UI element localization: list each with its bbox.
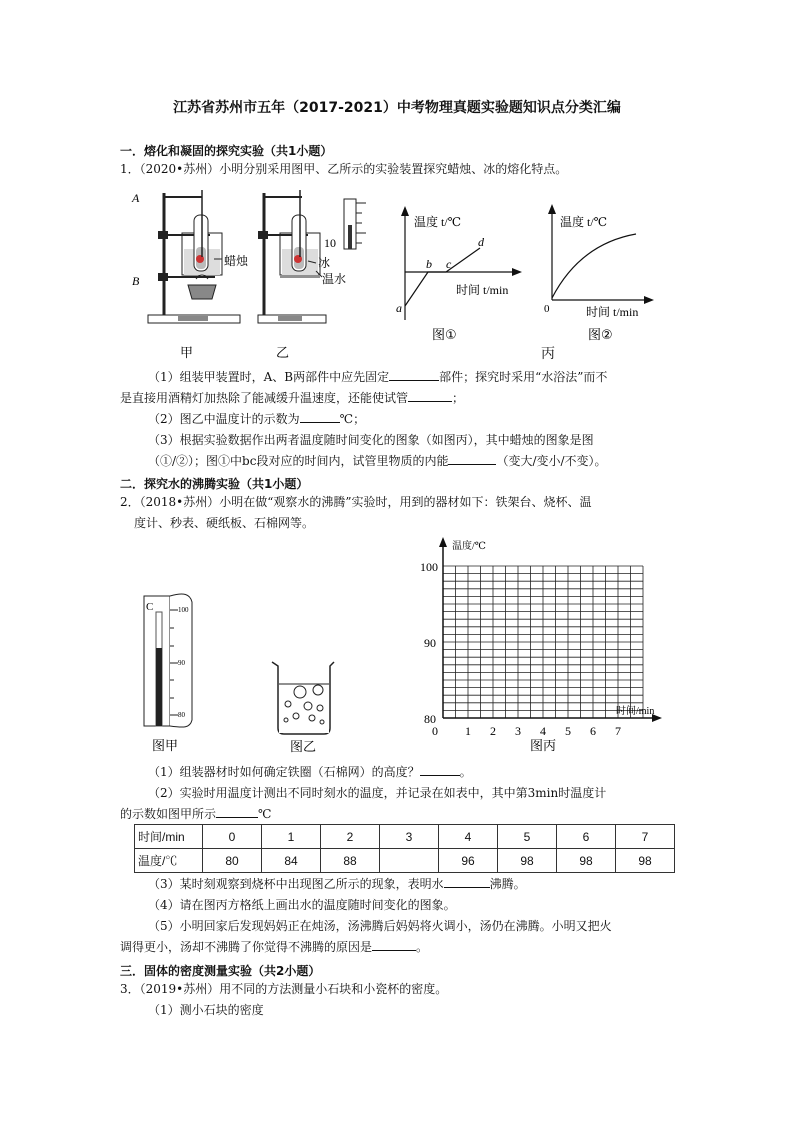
fig-yi-caption: 图乙 — [290, 740, 317, 753]
q2-part1: （1）组装器材时如何确定铁圈（石棉网）的高度？ 。 — [148, 765, 472, 779]
thermometer-scale — [344, 199, 366, 249]
label-a: A — [132, 191, 140, 205]
label-jia: 甲 — [180, 346, 194, 361]
q1-part3-line2: （①/②）；图①中bc段对应的时间内，试管里物质的内能 （变大/变小/不变）。 — [148, 454, 607, 468]
table-cell: 3 — [380, 825, 439, 849]
thermometer-figure — [140, 588, 200, 753]
apparatus-yi — [258, 190, 326, 323]
table-cell: 0 — [203, 825, 262, 849]
thermometer-100: 100 — [178, 606, 189, 614]
label-ice: 冰 — [318, 256, 331, 270]
question-3-stem: 3．（2019•苏州）用不同的方法测量小石块和小瓷杯的密度。 — [120, 982, 448, 996]
section-1-heading: 一．熔化和凝固的探究实验（共1小题） — [120, 144, 333, 158]
question-2-line1: 2．（2018•苏州）小明在做“观察水的沸腾”实验时，用到的器材如下：铁架台、烧杯、温 — [120, 495, 592, 509]
q2-part5-line2: 调得更小，汤却不沸腾了你觉得不沸腾的原因是 。 — [120, 940, 429, 954]
grid-y100: 100 — [420, 560, 438, 574]
table-cell: 98 — [616, 849, 675, 873]
q1-part1-line1: （1）组装甲装置时，A、B两部件中应先固定 部件；探究时采用“水浴法”而不 — [148, 370, 608, 384]
table-cell: 6 — [557, 825, 616, 849]
grid-xlabel: 时间/min — [616, 706, 655, 717]
q2-part5-line1: （5）小明回家后发现妈妈正在炖汤，汤沸腾后妈妈将火调小，汤仍在沸腾。小明又把火 — [148, 919, 612, 933]
table-row-temp — [135, 849, 675, 873]
grid-y80: 80 — [424, 712, 436, 726]
graph-1-xlabel: 时间 t/min — [456, 283, 509, 297]
point-b: b — [426, 257, 432, 271]
table-cell: 84 — [262, 849, 321, 873]
point-a: a — [396, 301, 402, 315]
table-cell: 5 — [498, 825, 557, 849]
q2-part2-line1: （2）实验时用温度计测出不同时刻水的温度，并记录在如表中，其中第3min时温度计 — [148, 786, 607, 800]
table-cell: 98 — [557, 849, 616, 873]
graph-2-caption: 图② — [588, 328, 613, 343]
grid-x-tick: 7 — [615, 724, 621, 738]
table-head-temp: 温度/℃ — [135, 849, 203, 873]
question-3-part1: （1）测小石块的密度 — [148, 1003, 264, 1017]
graph-1-ylabel: 温度 t/℃ — [414, 215, 462, 229]
thermometer-80: 80 — [178, 711, 185, 719]
thermometer-90: 90 — [178, 659, 185, 667]
q1-part3-line1: （3）根据实验数据作出两者温度随时间变化的图象（如图丙），其中蜡烛的图象是图 — [148, 433, 594, 447]
grid-figure — [410, 535, 670, 755]
table-row-time — [135, 825, 675, 849]
section-2-heading: 二．探究水的沸腾实验（共1小题） — [120, 477, 309, 491]
graph-2-origin: 0 — [544, 303, 550, 315]
q2-part4: （4）请在图丙方格纸上画出水的温度随时间变化的图象。 — [148, 898, 456, 912]
table-cell — [380, 849, 439, 873]
q1-part2: （2）图乙中温度计的示数为 ℃； — [148, 412, 366, 426]
graph-2-xlabel: 时间 t/min — [586, 305, 639, 319]
grid-x-tick: 5 — [565, 724, 571, 738]
graph-2-ylabel: 温度 t/℃ — [560, 215, 608, 229]
question-2-line2: 度计、秒表、硬纸板、石棉网等。 — [134, 516, 315, 530]
table-cell: 80 — [203, 849, 262, 873]
table-cell: 1 — [262, 825, 321, 849]
point-c: c — [446, 257, 452, 271]
grid-x-tick: 6 — [590, 724, 596, 738]
q1-part1-line2: 是直接用酒精灯加热除了能减缓升温速度，还能使试管 ； — [120, 391, 465, 405]
data-table — [134, 824, 675, 873]
graph-1 — [390, 200, 530, 350]
grid-x-tick: 4 — [540, 724, 546, 738]
table-head-time: 时间/min — [135, 825, 203, 849]
label-yi: 乙 — [276, 346, 290, 361]
table-cell: 7 — [616, 825, 675, 849]
grid-x-tick: 1 — [465, 724, 471, 738]
grid-y90: 90 — [424, 636, 436, 650]
label-wax: 蜡烛 — [224, 254, 249, 268]
table-cell: 2 — [321, 825, 380, 849]
table-cell: 88 — [321, 849, 380, 873]
label-warm-water: 温水 — [322, 272, 347, 286]
beaker-figure — [268, 658, 338, 753]
grid-x-tick: 2 — [490, 724, 496, 738]
thermometer-reading-label: 10 — [324, 236, 336, 250]
grid-x-tick: 0 — [432, 724, 438, 738]
apparatus-figure — [130, 185, 370, 365]
fig-jia-caption: 图甲 — [152, 739, 179, 753]
thermometer-unit: C — [146, 601, 154, 613]
label-b: B — [132, 274, 140, 288]
q2-part2-line2: 的示数如图甲所示 ℃ — [120, 807, 272, 821]
graph-1-caption: 图① — [432, 328, 457, 343]
q2-part3: （3）某时刻观察到烧杯中出现图乙所示的现象，表明水 沸腾。 — [148, 877, 526, 891]
grid-x-tick: 3 — [515, 724, 521, 738]
page-title: 江苏省苏州市五年（2017-2021）中考物理真题实验题知识点分类汇编 — [173, 100, 621, 116]
table-cell: 4 — [439, 825, 498, 849]
graph-2 — [540, 200, 660, 350]
point-d: d — [478, 235, 484, 249]
table-cell: 98 — [498, 849, 557, 873]
fig-bing-caption: 图丙 — [530, 739, 557, 754]
section-3-heading: 三．固体的密度测量实验（共2小题） — [120, 964, 321, 978]
question-1-stem: 1．（2020•苏州）小明分别采用图甲、乙所示的实验装置探究蜡烛、冰的熔化特点。 — [120, 162, 568, 176]
table-cell: 96 — [439, 849, 498, 873]
grid-ylabel: 温度/℃ — [452, 541, 486, 552]
label-bing: 丙 — [541, 346, 555, 362]
